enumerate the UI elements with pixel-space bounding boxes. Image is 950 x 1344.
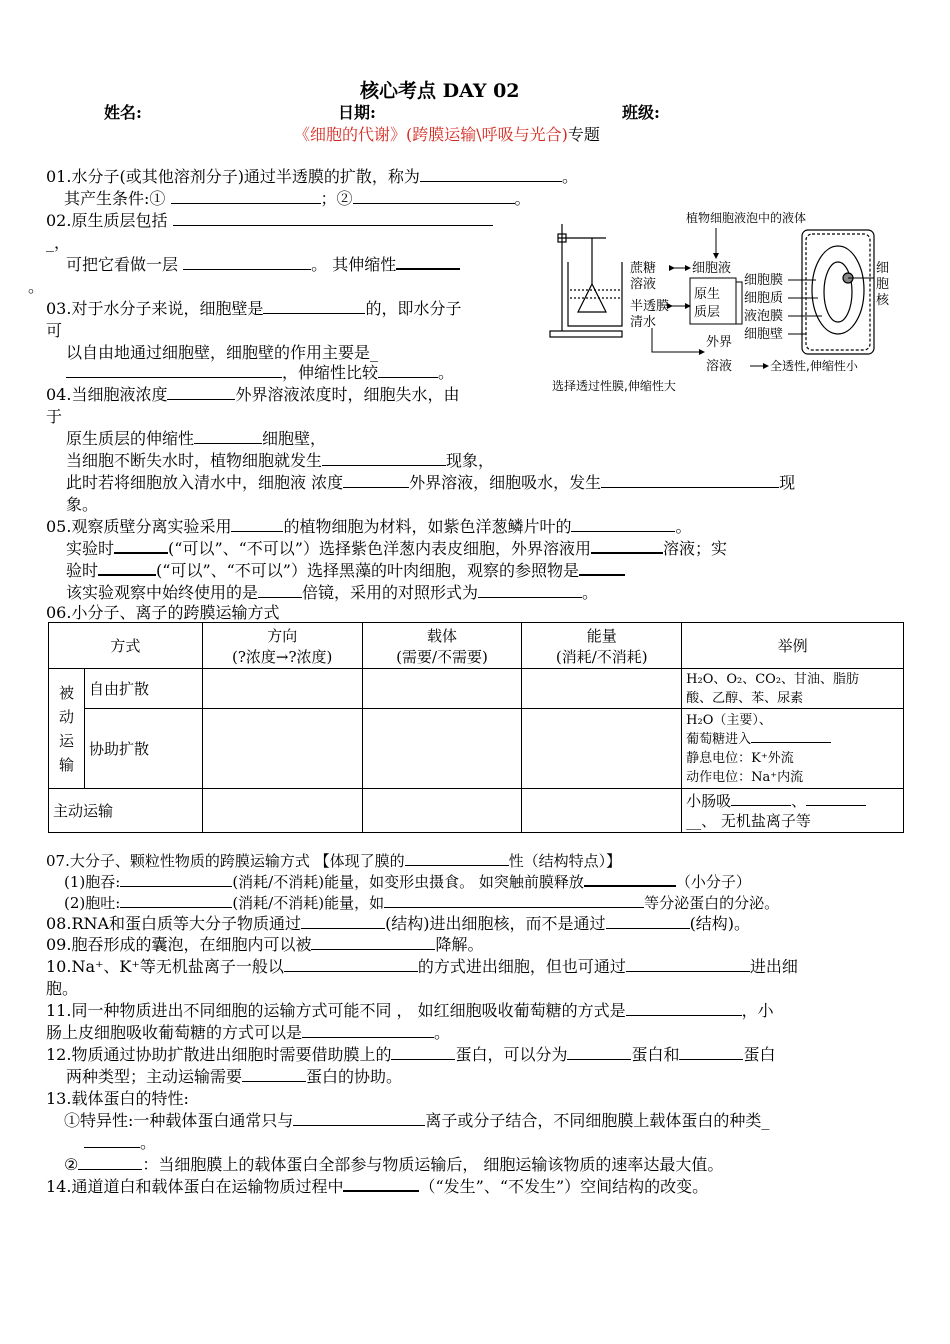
diagram-top-label: 植物细胞液泡中的液体 (686, 211, 807, 225)
table-cell[interactable] (522, 789, 682, 833)
blank[interactable] (183, 255, 311, 270)
blank[interactable] (591, 538, 663, 554)
page-title: 核心考点 DAY 02 (360, 80, 520, 102)
q03-line4: ，伸缩性比较 。 (66, 362, 454, 384)
q05-line2: 实验时 (“可以”、“不可以”）选择紫色洋葱内表皮细胞，外界溶液用 溶液；实 (66, 539, 727, 558)
table-row (49, 669, 904, 709)
q13-line1: 13.载体蛋白的特性: (46, 1089, 189, 1108)
blank[interactable] (571, 517, 675, 532)
blank[interactable] (405, 851, 509, 866)
table-cell[interactable] (522, 709, 682, 789)
blank[interactable] (343, 473, 409, 488)
blank[interactable] (396, 254, 460, 270)
q05-line1: 05.观察质壁分离实验采用 的植物细胞为材料，如紫色洋葱鳞片叶的 。 (46, 517, 692, 536)
cell-sap-label: 细胞液 (692, 261, 732, 276)
right-note: 全透性,伸缩性小 (770, 359, 858, 373)
blank[interactable] (120, 893, 232, 908)
blank[interactable] (78, 1155, 142, 1170)
example-cell: H₂O、O₂、CO₂、甘油、脂肪 酸、乙醇、苯、尿素 (682, 669, 904, 709)
q09: 09.胞吞形成的囊泡，在细胞内可以被 降解。 (46, 935, 484, 954)
blank[interactable] (322, 451, 446, 466)
blank[interactable] (173, 211, 493, 226)
q03-line2: 可 (46, 321, 63, 340)
blank[interactable] (98, 560, 156, 576)
table-row (49, 709, 904, 789)
q07-line1: 07.大分子、颗粒性物质的跨膜运输方式 【体现了膜的 性（结构特点）】 (46, 852, 622, 870)
col-method: 方式 (49, 623, 203, 669)
q05-line4: 该实验观察中始终使用的是 倍镜，采用的对照形式为 。 (66, 583, 599, 602)
blank[interactable] (284, 957, 418, 972)
table-header-row (49, 623, 904, 669)
blank[interactable] (606, 914, 690, 929)
table-cell[interactable] (202, 709, 362, 789)
q07-line2: (1)胞吞: (消耗/不消耗)能量，如变形虫摄食。 如突触前膜释放 （小分子） (64, 873, 751, 891)
blank[interactable] (293, 1111, 425, 1126)
table-cell[interactable] (362, 789, 522, 833)
transport-table (48, 622, 904, 833)
table-cell[interactable] (362, 709, 522, 789)
cytoplasm-label: 细胞质 (744, 291, 784, 306)
col-direction: 方向 (?浓度→?浓度) (202, 623, 362, 669)
blank[interactable] (478, 583, 582, 598)
blank[interactable] (601, 473, 779, 488)
class-label: 班级: (622, 103, 660, 122)
q06-title: 06.小分子、离子的跨膜运输方式 (46, 603, 280, 622)
q02-line2: _， (46, 233, 71, 252)
blank[interactable] (311, 935, 435, 950)
q14: 14.通道道白和载体蛋白在运输物质过程中 （“发生”、“不发生”）空间结构的改变。 (46, 1177, 709, 1196)
semi-membrane-label: 半透膜 (630, 299, 670, 314)
nucleus-label-3: 核 (876, 293, 890, 308)
q04-line5: 此时若将细胞放入清水中，细胞液 浓度 外界溶液，细胞吸水，发生 现 (66, 473, 796, 492)
name-label: 姓名: (104, 103, 142, 122)
blank[interactable] (679, 1045, 743, 1060)
q11-line2: 肠上皮细胞吸收葡萄糖的方式可以是 。 (46, 1023, 451, 1042)
q12-line2: 两种类型；主动运输需要 蛋白的协助。 (66, 1067, 403, 1086)
blank[interactable] (567, 1045, 631, 1060)
blank[interactable] (343, 1176, 419, 1192)
col-example: 举例 (682, 623, 904, 669)
q04-line4: 当细胞不断失水时，植物细胞就发生 现象， (66, 451, 495, 470)
blank[interactable] (66, 363, 282, 378)
nucleus-label-2: 胞 (876, 277, 890, 292)
q02-end: 。 (28, 277, 45, 296)
row-free-diffusion: 自由扩散 (84, 669, 202, 709)
plant-cell-figure (802, 230, 874, 354)
blank[interactable] (171, 189, 321, 204)
q08: 08.RNA和蛋白质等大分子物质通过 (结构)进出细胞核，而不是通过 (结构)。 (46, 914, 751, 933)
blank[interactable] (579, 560, 625, 576)
protoplast-label: 原生 (694, 287, 721, 302)
q10-line2: 胞。 (46, 979, 79, 998)
blank[interactable] (167, 385, 235, 400)
blank[interactable] (626, 1001, 742, 1016)
blank[interactable] (194, 429, 262, 444)
blank[interactable] (420, 167, 562, 182)
q13-line3: 。 (84, 1132, 156, 1154)
blank[interactable] (584, 871, 676, 887)
q11-line1: 11.同一种物质进出不同细胞的运输方式可能不同 ， 如红细胞吸收葡萄糖的方式是 ，小 (46, 1001, 774, 1020)
blank[interactable] (84, 1133, 140, 1148)
blank[interactable] (301, 914, 385, 929)
cell-membrane-label: 细胞膜 (744, 273, 784, 288)
q04-line6: 象。 (66, 495, 99, 514)
row-facilitated-diffusion: 协助扩散 (84, 709, 202, 789)
sucrose-label: 蔗糖 (630, 261, 657, 276)
left-note: 选择透过性膜,伸缩性大 (552, 379, 676, 393)
blank[interactable] (120, 872, 232, 887)
q07-line3: (2)胞吐: (消耗/不消耗)能量，如 等分泌蛋白的分泌。 (64, 894, 780, 912)
col-carrier: 载体 (需要/不需要) (362, 623, 522, 669)
protoplast-label-2: 质层 (694, 305, 721, 320)
table-row (49, 789, 904, 833)
subtitle (294, 122, 600, 145)
date-label: 日期: (338, 103, 376, 122)
table-cell[interactable] (202, 669, 362, 709)
q01-line2: 其产生条件:① ；② 。 (64, 189, 531, 208)
q13-line2: ①特异性:一种载体蛋白通常只与 离子或分子结合，不同细胞膜上载体蛋白的种类_ (64, 1111, 770, 1130)
q01-line1: 01.水分子(或其他溶剂分子)通过半透膜的扩散，称为 。 (46, 167, 578, 186)
nucleus-label: 细 (876, 261, 890, 276)
outer-solution-label-2: 溶液 (706, 359, 733, 374)
table-cell[interactable] (362, 669, 522, 709)
q05-line3: 验时 (“可以”、“不可以”）选择黑藻的叶肉细胞，观察的参照物是 (66, 560, 625, 582)
vacuole-membrane-label: 液泡膜 (744, 309, 784, 324)
q02-line1: 02.原生质层包括 (46, 210, 493, 232)
q04-line1: 04.当细胞液浓度 外界溶液浓度时，细胞失水，由 (46, 385, 460, 404)
blank[interactable] (626, 957, 750, 972)
q03-line1: 03.对于水分子来说，细胞壁是 的，即水分子 (46, 299, 462, 318)
q03-line3: 以自由地通过细胞壁，细胞壁的作用主要是_ (66, 343, 379, 362)
blank[interactable] (263, 299, 365, 314)
outer-solution-label: 外界 (706, 335, 733, 350)
example-cell: H₂O（主要）、 葡萄糖进入 静息电位：K⁺外流 动作电位：Na⁺内流 (682, 709, 904, 789)
blank[interactable] (242, 1067, 306, 1082)
q13-line4: ② ：当细胞膜上的载体蛋白全部参与物质运输后， 细胞运输该物质的速率达最大值。 (64, 1155, 724, 1174)
q10-line1: 10.Na⁺、K⁺等无机盐离子一般以 的方式进出细胞，但也可通过 进出细 (46, 957, 798, 976)
q02-line3: 可把它看做一层 。 其伸缩性 (66, 254, 460, 276)
osmosis-diagram (548, 206, 896, 398)
blank[interactable] (231, 517, 283, 532)
q12-line1: 12.物质通过协助扩散进出细胞时需要借助膜上的 蛋白，可以分为 蛋白和 蛋白 (46, 1045, 776, 1064)
example-cell: 小肠吸 、 __、 无机盐离子等 (682, 789, 904, 833)
sucrose-label-2: 溶液 (630, 277, 657, 292)
blank[interactable] (302, 1023, 434, 1038)
q04-line2: 于 (46, 407, 63, 426)
blank[interactable] (353, 189, 515, 204)
blank[interactable] (378, 363, 438, 378)
col-energy: 能量 (消耗/不消耗) (522, 623, 682, 669)
row-active-transport: 主动运输 (49, 789, 203, 833)
subtitle-tail: 专题 (567, 125, 600, 144)
subtitle-red: 《细胞的代谢》(跨膜运输\呼吸与光合) (294, 125, 568, 144)
apparatus-figure (550, 224, 622, 337)
passive-transport-label: 被 动 运 输 (49, 669, 85, 789)
blank[interactable] (114, 538, 168, 554)
q04-line3: 原生质层的伸缩性 细胞壁， (66, 429, 327, 448)
table-cell[interactable] (202, 789, 362, 833)
cell-wall-label: 细胞壁 (744, 327, 784, 342)
table-cell[interactable] (522, 669, 682, 709)
blank[interactable] (384, 893, 644, 908)
blank[interactable] (258, 583, 302, 598)
blank[interactable] (391, 1045, 455, 1060)
water-label: 清水 (630, 315, 657, 330)
